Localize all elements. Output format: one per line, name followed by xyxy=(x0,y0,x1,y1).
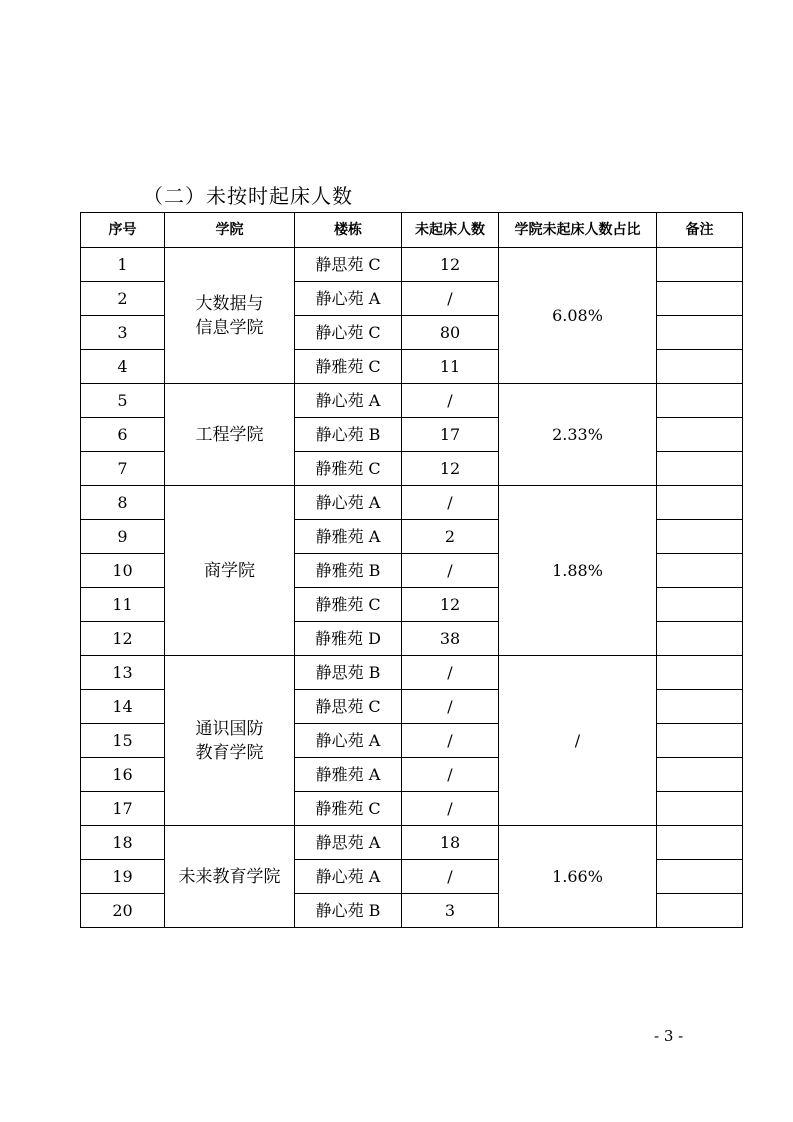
table-row xyxy=(81,248,743,282)
building-cell: 静心苑 B xyxy=(295,418,402,452)
college-name-line: 工程学院 xyxy=(195,424,264,445)
count-cell: 11 xyxy=(402,350,499,384)
college-cell xyxy=(165,248,295,384)
count-cell: 17 xyxy=(402,418,499,452)
college-cell xyxy=(165,486,295,656)
note-cell xyxy=(657,758,743,792)
building-cell: 静雅苑 C xyxy=(295,452,402,486)
building-cell: 静心苑 A xyxy=(295,724,402,758)
count-cell: / xyxy=(402,486,499,520)
ratio-cell: 6.08% xyxy=(499,248,657,384)
row-number: 12 xyxy=(81,622,165,656)
note-cell xyxy=(657,792,743,826)
ratio-cell: 1.88% xyxy=(499,486,657,656)
count-cell: / xyxy=(402,860,499,894)
note-cell xyxy=(657,418,743,452)
building-cell: 静雅苑 B xyxy=(295,554,402,588)
section-title: （二）未按时起床人数 xyxy=(143,184,353,208)
note-cell xyxy=(657,690,743,724)
count-cell: / xyxy=(402,384,499,418)
building-cell: 静雅苑 C xyxy=(295,350,402,384)
row-number: 15 xyxy=(81,724,165,758)
count-cell: 12 xyxy=(402,452,499,486)
building-cell: 静思苑 C xyxy=(295,248,402,282)
college-name-line: 大数据与 xyxy=(195,293,264,314)
row-number: 9 xyxy=(81,520,165,554)
table-row xyxy=(81,826,743,860)
count-cell: / xyxy=(402,724,499,758)
count-cell: / xyxy=(402,690,499,724)
table-row xyxy=(81,384,743,418)
late-rising-table xyxy=(80,212,743,928)
row-number: 1 xyxy=(81,248,165,282)
building-cell: 静雅苑 A xyxy=(295,520,402,554)
count-cell: / xyxy=(402,554,499,588)
building-cell: 静思苑 C xyxy=(295,690,402,724)
row-number: 2 xyxy=(81,282,165,316)
row-number: 8 xyxy=(81,486,165,520)
count-cell: 80 xyxy=(402,316,499,350)
header-college: 学院 xyxy=(165,213,295,248)
table-row xyxy=(81,656,743,690)
building-cell: 静雅苑 C xyxy=(295,588,402,622)
note-cell xyxy=(657,826,743,860)
header-count: 未起床人数 xyxy=(402,213,499,248)
page-number: - 3 - xyxy=(654,1027,684,1045)
building-cell: 静思苑 B xyxy=(295,656,402,690)
note-cell xyxy=(657,248,743,282)
count-cell: 3 xyxy=(402,894,499,928)
college-cell xyxy=(165,656,295,826)
count-cell: 38 xyxy=(402,622,499,656)
row-number: 6 xyxy=(81,418,165,452)
count-cell: 12 xyxy=(402,588,499,622)
note-cell xyxy=(657,656,743,690)
college-name-line: 商学院 xyxy=(204,560,255,581)
row-number: 16 xyxy=(81,758,165,792)
count-cell: / xyxy=(402,758,499,792)
row-number: 5 xyxy=(81,384,165,418)
building-cell: 静心苑 A xyxy=(295,486,402,520)
row-number: 17 xyxy=(81,792,165,826)
row-number: 13 xyxy=(81,656,165,690)
college-name-line: 未来教育学院 xyxy=(178,866,281,887)
count-cell: 18 xyxy=(402,826,499,860)
ratio-cell: 1.66% xyxy=(499,826,657,928)
college-name-line: 教育学院 xyxy=(195,742,264,763)
note-cell xyxy=(657,350,743,384)
building-cell: 静心苑 C xyxy=(295,316,402,350)
note-cell xyxy=(657,860,743,894)
building-cell: 静雅苑 A xyxy=(295,758,402,792)
row-number: 10 xyxy=(81,554,165,588)
header-note: 备注 xyxy=(657,213,743,248)
college-cell xyxy=(165,384,295,486)
note-cell xyxy=(657,894,743,928)
note-cell xyxy=(657,282,743,316)
row-number: 18 xyxy=(81,826,165,860)
count-cell: 2 xyxy=(402,520,499,554)
building-cell: 静心苑 A xyxy=(295,860,402,894)
count-cell: / xyxy=(402,282,499,316)
building-cell: 静雅苑 D xyxy=(295,622,402,656)
note-cell xyxy=(657,384,743,418)
note-cell xyxy=(657,520,743,554)
count-cell: / xyxy=(402,792,499,826)
college-name-line: 通识国防 xyxy=(195,718,264,739)
row-number: 14 xyxy=(81,690,165,724)
ratio-cell: 2.33% xyxy=(499,384,657,486)
college-cell xyxy=(165,826,295,928)
note-cell xyxy=(657,486,743,520)
row-number: 11 xyxy=(81,588,165,622)
table-header-row xyxy=(81,213,743,248)
row-number: 19 xyxy=(81,860,165,894)
note-cell xyxy=(657,316,743,350)
note-cell xyxy=(657,588,743,622)
count-cell: / xyxy=(402,656,499,690)
row-number: 4 xyxy=(81,350,165,384)
note-cell xyxy=(657,724,743,758)
header-no: 序号 xyxy=(81,213,165,248)
note-cell xyxy=(657,452,743,486)
header-ratio: 学院未起床人数占比 xyxy=(499,213,657,248)
row-number: 20 xyxy=(81,894,165,928)
note-cell xyxy=(657,622,743,656)
row-number: 7 xyxy=(81,452,165,486)
building-cell: 静心苑 A xyxy=(295,384,402,418)
note-cell xyxy=(657,554,743,588)
header-building: 楼栋 xyxy=(295,213,402,248)
count-cell: 12 xyxy=(402,248,499,282)
table-row xyxy=(81,486,743,520)
row-number: 3 xyxy=(81,316,165,350)
building-cell: 静心苑 A xyxy=(295,282,402,316)
building-cell: 静思苑 A xyxy=(295,826,402,860)
building-cell: 静心苑 B xyxy=(295,894,402,928)
building-cell: 静雅苑 C xyxy=(295,792,402,826)
ratio-cell: / xyxy=(499,656,657,826)
college-name-line: 信息学院 xyxy=(195,317,264,338)
table-body xyxy=(81,248,743,928)
